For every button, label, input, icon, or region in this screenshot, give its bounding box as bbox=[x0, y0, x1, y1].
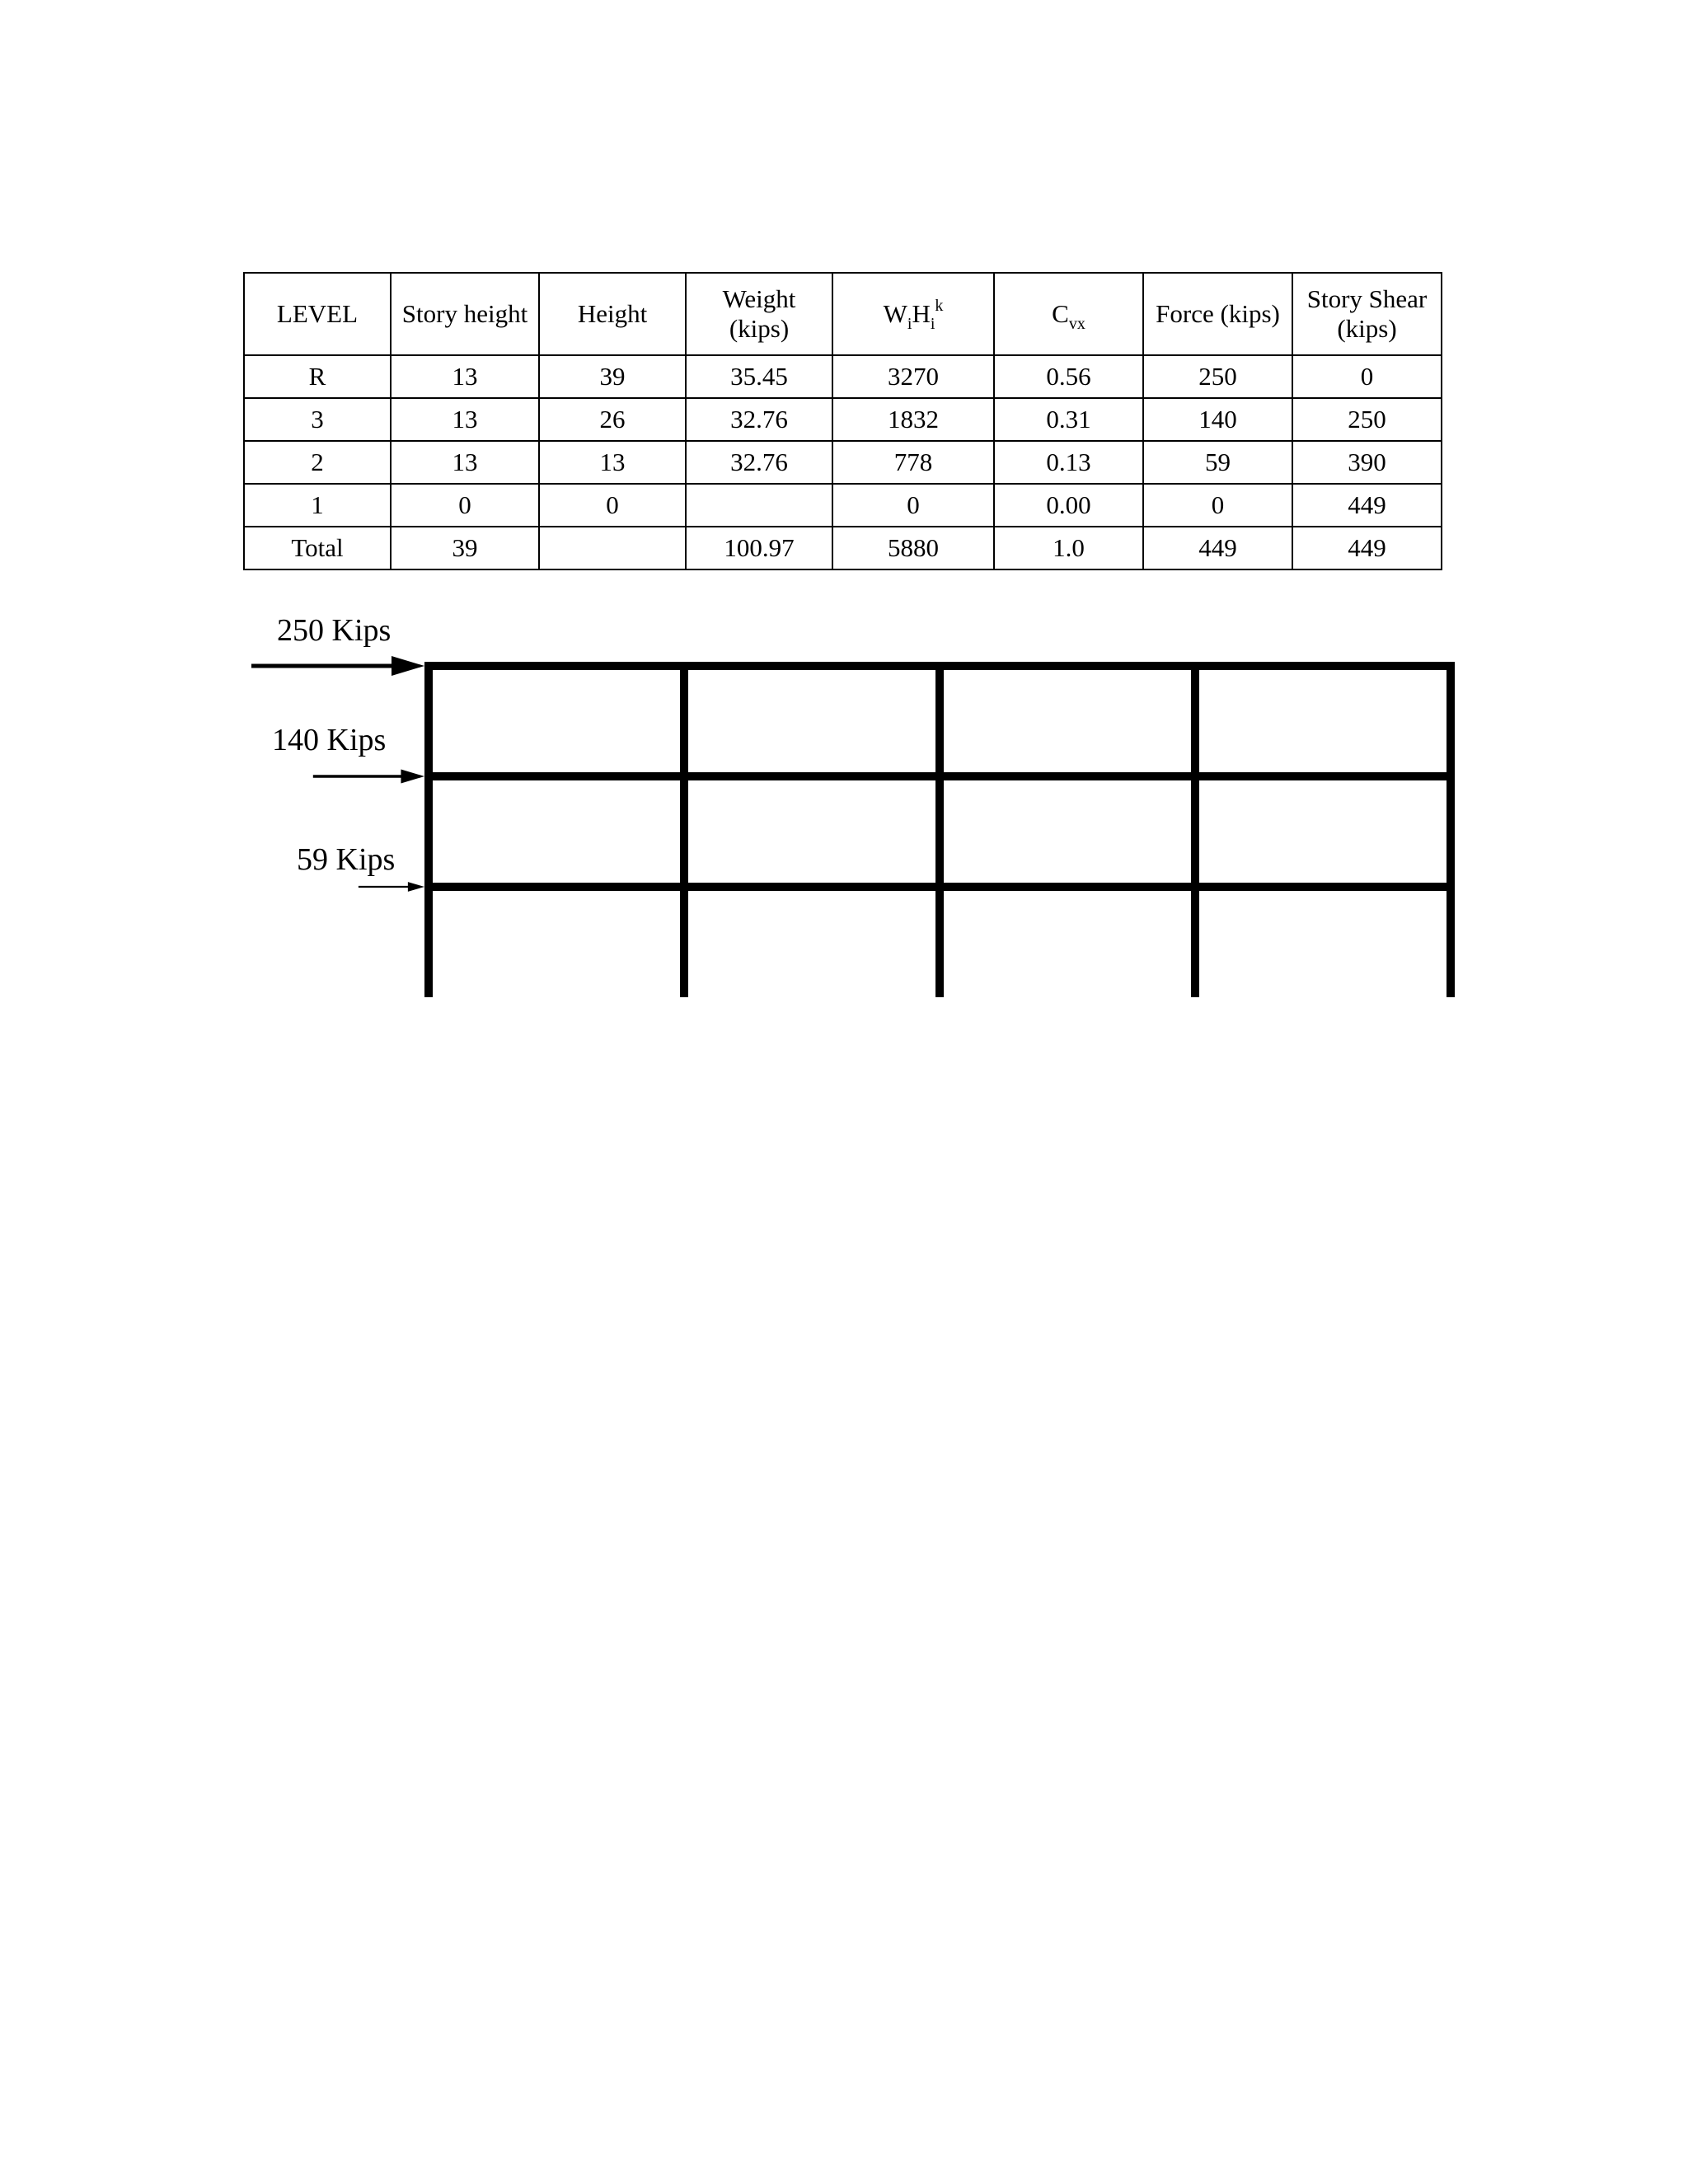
cell-weight: 32.76 bbox=[686, 441, 832, 484]
cell-weight: 32.76 bbox=[686, 398, 832, 441]
header-story-shear-line2: (kips) bbox=[1337, 314, 1397, 343]
cell-level: 2 bbox=[244, 441, 391, 484]
cell-story-shear: 449 bbox=[1292, 527, 1442, 569]
header-wihik-sup-k: k bbox=[935, 297, 944, 315]
header-cvx-c: C bbox=[1052, 299, 1069, 328]
cell-wihik: 5880 bbox=[832, 527, 994, 569]
cell-cvx: 0.13 bbox=[994, 441, 1143, 484]
cell-wihik: 1832 bbox=[832, 398, 994, 441]
load-arrow bbox=[251, 656, 424, 676]
header-wihik-h: H bbox=[912, 299, 931, 328]
cell-story-shear: 0 bbox=[1292, 355, 1442, 398]
header-level: LEVEL bbox=[244, 273, 391, 355]
header-height: Height bbox=[539, 273, 686, 355]
frame-loads bbox=[251, 656, 424, 892]
load-arrow bbox=[313, 770, 424, 784]
cell-height: 0 bbox=[539, 484, 686, 527]
cell-cvx: 0.31 bbox=[994, 398, 1143, 441]
cell-force: 59 bbox=[1143, 441, 1292, 484]
cell-height: 13 bbox=[539, 441, 686, 484]
load-label-level-2: 59 Kips bbox=[297, 842, 396, 877]
cell-story-height: 0 bbox=[391, 484, 539, 527]
header-force: Force (kips) bbox=[1143, 273, 1292, 355]
cell-force: 0 bbox=[1143, 484, 1292, 527]
load-label-level-3: 140 Kips bbox=[272, 723, 387, 757]
header-weight-line2: (kips) bbox=[729, 314, 790, 343]
cell-wihik: 3270 bbox=[832, 355, 994, 398]
cell-level: 1 bbox=[244, 484, 391, 527]
header-wihik-w: W bbox=[883, 299, 907, 328]
cell-weight: 35.45 bbox=[686, 355, 832, 398]
cell-story-height: 39 bbox=[391, 527, 539, 569]
load-arrow-head bbox=[408, 882, 424, 892]
header-wihik-sub-i1: i bbox=[907, 315, 912, 333]
header-cvx-sub: vx bbox=[1068, 315, 1085, 333]
cell-wihik: 0 bbox=[832, 484, 994, 527]
cell-force: 250 bbox=[1143, 355, 1292, 398]
cell-story-shear: 250 bbox=[1292, 398, 1442, 441]
load-arrow bbox=[359, 882, 424, 892]
header-wihik-sub-i2: i bbox=[930, 315, 935, 333]
header-story-shear-line1: Story Shear bbox=[1306, 284, 1428, 313]
cell-story-shear: 449 bbox=[1292, 484, 1442, 527]
load-arrow-head bbox=[401, 770, 424, 784]
cell-story-height: 13 bbox=[391, 441, 539, 484]
header-story-height: Story height bbox=[391, 273, 539, 355]
cell-cvx: 1.0 bbox=[994, 527, 1143, 569]
cell-force: 140 bbox=[1143, 398, 1292, 441]
cell-cvx: 0.00 bbox=[994, 484, 1143, 527]
cell-force: 449 bbox=[1143, 527, 1292, 569]
cell-wihik: 778 bbox=[832, 441, 994, 484]
cell-level: 3 bbox=[244, 398, 391, 441]
cell-height: 26 bbox=[539, 398, 686, 441]
header-weight-line1: Weight bbox=[722, 284, 796, 313]
cell-level: Total bbox=[244, 527, 391, 569]
load-label-roof: 250 Kips bbox=[277, 613, 392, 648]
cell-cvx: 0.56 bbox=[994, 355, 1143, 398]
cell-weight: 100.97 bbox=[686, 527, 832, 569]
cell-story-height: 13 bbox=[391, 355, 539, 398]
load-arrow-head bbox=[392, 656, 424, 676]
cell-story-shear: 390 bbox=[1292, 441, 1442, 484]
cell-level: R bbox=[244, 355, 391, 398]
cell-story-height: 13 bbox=[391, 398, 539, 441]
cell-height: 39 bbox=[539, 355, 686, 398]
frame-columns bbox=[429, 662, 1451, 997]
